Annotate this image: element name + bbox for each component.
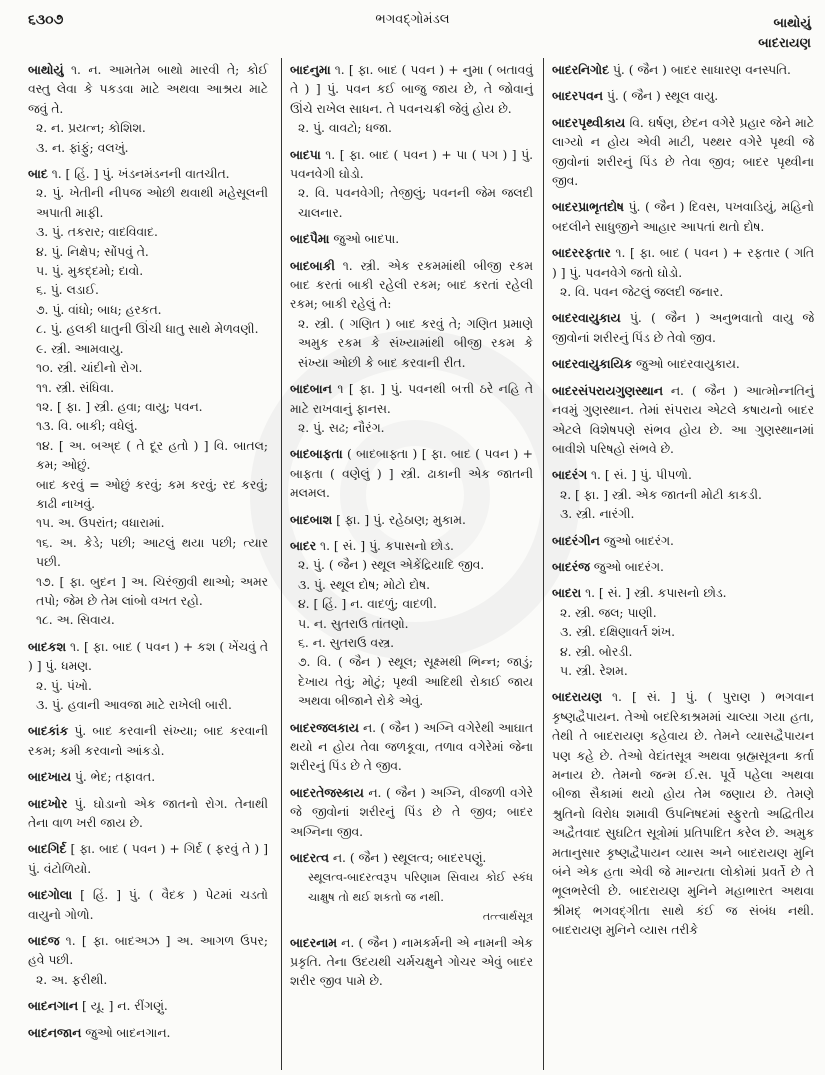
dictionary-entry — [552, 531, 814, 551]
definition-sense: ૧. [ ફા. બાદ ( પવન ) + નુમા ( બતાવવું તે ) ] પું. પવન કઈ બાજુ જાય છે, તે જોવાનું ઊંચે રાખેલ સાધન. તે પવનચક્રી જેવું હોય છે. — [290, 63, 533, 116]
definition-sense: ન. ( જૈન ) આત્મોન્નતિનું નવમું ગુણસ્થાન. તેમાં સંપરાય એટલે કષાયનો બાદર એટલે વિશેષપણે સંભવ હોય છે. આ ગુણસ્થાનમાં બાવીશે પરિષહો સંભવે છે. — [552, 383, 814, 456]
definition-sense: ૧. [ ફા. બાદ ( પવન ) + કશ ( ખેંચવું તે ) ] પું. ધમણ. — [28, 639, 268, 674]
dictionary-entry — [290, 510, 533, 530]
page-number: ૬૩૦૭ — [28, 12, 64, 28]
dictionary-entry — [28, 885, 268, 925]
definition-sense: ન. ( જૈન ) સ્થૂલત્વ; બાદરપણું. — [332, 851, 487, 866]
definition-sense: ૭. વિ. ( જૈન ) સ્થૂલ; સૂક્ષ્મથી ભિન્ન; જાડું; દેખાય તેવું; મોટું; પૃથ્વી આદિથી રોકાઈ જાય અથવા બીજાને રોકે એવું. — [298, 655, 533, 709]
definition-sense: ન. ( જૈન ) નામકર્મની એ નામની એક પ્રકૃતિ. તેના ઉદયથી ચર્મચક્ષુને ગોચર એવું બાદર શરીર જીવ પામે છે. — [290, 935, 533, 989]
definition-sense: ૩. ન. ફાંફું; વલખું. — [36, 140, 129, 155]
column-divider — [281, 58, 282, 1070]
dictionary-entry — [552, 243, 814, 302]
definition-sense: ૮. પું. હલકી ધાતુની ઊંચી ધાતુ સાથે મેળવણી. — [36, 322, 259, 337]
definition-sense: ૧૬. અ. કેડે; પછી; આટલું થયા પછી; ત્યાર પછી. — [36, 535, 268, 570]
dictionary-entry — [552, 557, 814, 577]
headword: બાદરજલકાય — [290, 719, 359, 735]
definition-sense: ૨. પું. ( જૈન ) સ્થૂલ એકેંદ્રિયાદિ જીવ. — [298, 558, 485, 573]
headword: બાદબાશ — [290, 511, 333, 527]
definition-sense: ૩. પું. તકરાર; વાદવિવાદ. — [36, 225, 158, 240]
definition-sense: ૧૪. [ અ. બઅ્દ ( તે દૂર હતો ) ] વિ. બાતલ; કમ; ઓછું. — [36, 438, 268, 473]
dictionary-entry — [290, 60, 533, 139]
headword: બાદરા — [552, 585, 582, 601]
headword: બાદગિર્દ — [28, 841, 67, 857]
definition-sense: ૩. સ્ત્રી. દક્ષિણાવર્ત શંખ. — [560, 625, 675, 640]
definition-sense: બાદ કરવું = ઓછું કરવું; કમ કરવું; રદ કરવું; કાઢી નાખવું. — [36, 477, 268, 511]
column-1 — [28, 60, 268, 1049]
headword: બાદકશ — [28, 638, 66, 654]
definition-sense: [ ફા. ] પું. રહેઠાણ; મુકામ. — [336, 512, 466, 527]
page-header — [0, 0, 825, 50]
definition-sense: ૧. [ ફા. બાદ ( પવન ) + રફતાર ( ગતિ ) ] પું. પવનવેગે જતો ઘોડો. — [552, 246, 814, 280]
headword: બાદ — [28, 166, 48, 182]
definition-sense: ૫. સ્ત્રી. રેશમ. — [560, 663, 628, 678]
definition-sense: ૨. વિ. પવનવેગી; તેજીલું; પવનની જેમ જલદી ચાલનાર. — [298, 186, 533, 220]
definition-sense: પું. ઘોડાનો એક જાતનો રોગ. તેનાથી તેના વાળ ખરી જાય છે. — [28, 796, 268, 831]
definition-sense: ૪. પું. નિક્ષેપ; સોંપવું તે. — [36, 244, 149, 259]
headword: બાદનજાન — [28, 1024, 82, 1040]
headword: બાદખોર — [28, 795, 68, 811]
definition-sense: જુઓ બાદરંગ. — [603, 533, 674, 548]
definition-sense: પું. ( જૈન ) સ્થૂલ વાયુ. — [606, 89, 719, 104]
definition-sense: ૭. પું. વાંધો; બાધ; હરકત. — [36, 302, 162, 317]
definition-sense: ૨. સ્ત્રી. જલ; પાણી. — [560, 605, 657, 620]
definition-sense: ૫. પું. મુકદ્દમો; દાવો. — [36, 264, 144, 279]
definition-sense: ૧. [ ફા. બાદ ( પવન ) + પા ( પગ ) ] પું. પવનવેગી ઘોડો. — [290, 147, 533, 182]
dictionary-entry — [28, 839, 268, 879]
column-divider — [543, 58, 544, 1070]
dictionary-entry — [290, 444, 533, 503]
column-2 — [290, 60, 533, 998]
dictionary-entry — [290, 229, 533, 249]
definition-sense: ૫. ન. સુતરાઉ તાંતણો. — [298, 616, 409, 631]
definition-sense: ૧. [ ફા. બાદઅઝ ] અ. આગળ ઉપર; હવે પછી. — [28, 934, 268, 968]
headword: બાદરરફતાર — [552, 245, 611, 261]
headword: બાદગોલા — [28, 887, 73, 903]
definition-sense: ૧૫. અ. ઉપરાંત; વધારામાં. — [36, 516, 165, 531]
dictionary-entry — [552, 308, 814, 348]
headword: બાદકાંક — [28, 723, 69, 739]
definition-sense: ૨. પું. વાવટો; ધજા. — [298, 121, 392, 136]
definition-sense: ( બાદબાફ્તા ) [ ફા. બાદ ( પવન ) + બાફતા ( વણેલું ) ] સ્ત્રી. ઢાકાની એક જાતની મલમલ. — [290, 447, 533, 501]
definition-sense: ૨. ન. પ્રયત્ન; કોશિશ. — [36, 121, 146, 136]
headword: બાથોયું — [28, 62, 64, 77]
dictionary-entry — [28, 60, 268, 158]
definition-sense: વિ. ઘર્ષણ, છેદન વગેરે પ્રહાર જેને માટે લાગ્યો ન હોય એવી માટી, પથ્થર વગેરે પૃથ્વી જે જીવોનાં શરીરનું પિંડ છે તેવા જીવ; બાદર પૃથ્વીના જીવ. — [552, 115, 814, 189]
definition-sense: જુઓ બાદરંગ. — [593, 559, 664, 574]
definition-sense: ન. ( જૈન ) અગ્નિ, વીજળી વગેરે જે જીવોનાં શરીરનું પિંડ છે તે જીવ; બાદર અગ્નિના જીવ. — [290, 785, 533, 839]
definition-sense: [ ફા. બાદ ( પવન ) + ગિર્દ ( ફરવું તે ) ] પું. વંટોળિયો. — [28, 842, 268, 876]
dictionary-entry — [552, 60, 814, 80]
guide-word-first: બાથોયું — [773, 16, 811, 31]
definition-sense: જુઓ બાદનગાન. — [85, 1025, 171, 1040]
definition-sense: ૨. પું. પંખો. — [36, 678, 92, 693]
definition-sense: ૧ [ ફા. ] પું. પવનથી બત્તી ઠરે નહિ તે માટે રાખવાનું ફાનસ. — [290, 382, 533, 416]
dictionary-entry — [28, 721, 268, 761]
definition-sense: પું. ( જૈન ) દિવસ, પખવાડિયું, મહિનો બદલીને સાધુજીને આહાર આપતાં થતો દોષ. — [552, 200, 814, 234]
dictionary-entry — [290, 718, 533, 777]
dictionary-entry — [28, 931, 268, 990]
definition-sense: ૧. ન. આમતેમ બાથો મારવી તે; કોઈ વસ્તુ લેવા કે પકડવા માટે અથવા આશ્રય માટે જવું તે. — [28, 63, 268, 116]
column-3 — [552, 60, 814, 947]
definition-sense: ૨. પું. ખેતીની નીપજ ઓછી થવાથી મહેસૂલની અપાતી માફી. — [36, 186, 268, 220]
headword: બાદરનામ — [290, 934, 337, 950]
usage-quote: સ્થૂલત્વ-બાદરત્વરૂપ પરિણામ સિવાય કોઈ સ્કંધ ચાક્ષુષ તો થઈ શકતો જ નથી. — [308, 870, 533, 904]
dictionary-entry — [28, 1023, 268, 1043]
definition-sense: જુઓ બાદપા. — [333, 232, 400, 247]
definition-sense: ૬. ન. સુતરાઉ વસ્ત્ર. — [298, 635, 395, 650]
definition-sense: ૯. સ્ત્રી. આમવાયુ. — [36, 341, 124, 356]
dictionary-entry — [290, 848, 533, 927]
headword: બાદરવાયુકાય — [552, 310, 621, 326]
definition-sense: ૧૮. અ. સિવાય. — [36, 613, 115, 628]
headword: બાદરપવન — [552, 88, 603, 104]
dictionary-entry — [290, 933, 533, 992]
dictionary-entry — [552, 381, 814, 460]
headword: બાદપૈમા — [290, 231, 330, 247]
headword: બાદનુમા — [290, 62, 331, 77]
definition-sense: જુઓ બાદરવાયુકાય. — [636, 357, 740, 372]
dictionary-entry — [552, 113, 814, 192]
definition-sense: [ યૂ. ] ન. રીંગણું. — [82, 999, 168, 1014]
headword: બાદનગાન — [28, 998, 79, 1014]
definition-sense: ૧૨. [ ફા. ] સ્ત્રી. હવા; વાયુ; પવન. — [36, 399, 203, 414]
headword: બાદર — [290, 537, 317, 553]
definition-sense: પું. ( જૈન ) અનુભવાતો વાયુ જે જીવોનાં શરીરનું પિંડ છે તેવો જીવ. — [552, 311, 814, 345]
headword: બાદબાકી — [290, 257, 335, 273]
definition-sense: ૬. પું. લડાઈ. — [36, 283, 99, 298]
dictionary-entry — [28, 794, 268, 834]
dictionary-entry — [28, 767, 268, 787]
headword: બાદરપ્રાભૃતદોષ — [552, 199, 624, 215]
definition-sense: ૧. [ સં. ] સ્ત્રી. કપાસનો છોડ. — [585, 586, 727, 601]
definition-sense: ૨. [ ફા. ] સ્ત્રી. એક જાતની મોટી કાકડી. — [560, 487, 762, 502]
headword: બાદરંગ — [552, 467, 588, 483]
definition-sense: ૩. પું. હવાની આવજા માટે રાખેલી બારી. — [36, 698, 232, 712]
definition-sense: ૨. સ્ત્રી. ( ગણિત ) બાદ કરવું તે; ગણિત પ્રમાણે અમુક રકમ કે સંખ્યામાંથી બીજી રકમ કે સંખ્યા ઓછી કે બાદ કરવાની રીત. — [298, 316, 533, 370]
headword: બાદરસંપરાયગુણસ્થાન — [552, 382, 663, 398]
dictionary-entry — [28, 164, 268, 631]
headword: બાદરંગીન — [552, 532, 600, 548]
definition-sense: ૧૭. [ ફા. બુદન ] અ. ચિરંજીવી થાઓ; અમર તપો; જેમ છે તેમ લાંબો વખત રહો. — [36, 574, 268, 608]
definition-sense: ૩. સ્ત્રી. નારંગી. — [560, 507, 635, 522]
headword: બાદરંજ — [552, 558, 590, 574]
definition-sense: ૩. પું. સ્થૂલ દોષ; મોટો દોષ. — [298, 577, 431, 592]
headword: બાદરવાયુકાયિક — [552, 356, 633, 372]
headword: બાદરાયણ — [552, 689, 602, 705]
dictionary-entry — [552, 687, 814, 940]
definition-sense: ૧. [ સં. ] પું. ( પુરાણ ) ભગવાન કૃષ્ણદ્વૈપાયન. તેઓ બદરિકાશ્રમમાં ચાલ્યા ગયા હતા, તેથી તે બાદરાયણ કહેવાય છે. તેમને વ્યાસદ્વૈપાયન પણ કહે છે. તેઓ વેદાંતસૂત્ર અથવા બ્રહ્મસૂત્રના કર્તા મનાય છે. તેમનો જન્મ ઈ.સ. પૂર્વે પહેલા અથવા બીજા સૈકામાં થયો હોય તેમ જણાય છે. તેમણે શ્રુતિનો વિરોધ શમાવી ઉપનિષદમાં સ્ફુરતો અદ્વિતીય અદ્વૈતવાદ સુઘટિત સૂત્રોમાં પ્રતિપાદિત કરેલ છે. અમુક મતાનુસાર કૃષ્ણદ્વૈપાયન વ્યાસ અને બાદરાયણ મુનિ બંને એક હતા એવી જે માન્યતા લોકોમાં પ્રવર્તે છે તે ભૂલભરેલી છે. બાદરાયણ મુનિને મહાભારત અથવા શ્રીમદ્ ભગવદ્‌ગીતા સાથે કંઈ જ સંબંધ નથી. બાદરાયણ મુનિને વ્યાસ તરીકે — [552, 690, 814, 938]
dictionary-entry — [552, 583, 814, 681]
dictionary-entry — [552, 465, 814, 524]
dictionary-entry — [28, 637, 268, 716]
dictionary-entry — [290, 783, 533, 842]
definition-sense: ન. ( જૈન ) અગ્નિ વગેરેથી આઘાત થયો ન હોય તેવા જળકૂવા, તળાવ વગેરેમાં જેના શરીરનું પિંડ છે તે જીવ. — [290, 720, 533, 774]
headword: બાદખાય — [28, 769, 71, 785]
dictionary-entry — [552, 354, 814, 374]
definition-sense: ૧. સ્ત્રી. એક રકમમાંથી બીજી રકમ બાદ કરતાં બાકી રહેલી રકમ; બાદ કરતાં રહેલી રકમ; બાકી રહેલું તે: — [290, 258, 533, 312]
guide-words — [758, 14, 811, 54]
headword: બાદપા — [290, 146, 321, 162]
headword: બાદબાન — [290, 381, 332, 397]
definition-sense: ૧. [ સં. ] પું. પીપળો. — [591, 468, 692, 483]
definition-sense: ૨. પું. સઢ; નૌરંગ. — [298, 420, 385, 435]
definition-sense: પું. ( જૈન ) બાદર સાધારણ વનસ્પતિ. — [612, 63, 791, 77]
dictionary-entry — [28, 996, 268, 1016]
definition-sense: ૧૩. વિ. બાકી; વધેલું. — [36, 419, 138, 434]
guide-word-last: બાદરાયણ — [758, 36, 811, 51]
headword: બાદરપૃથ્વીકાય — [552, 114, 626, 130]
definition-sense: ૪. [ હિં. ] ન. વાદળું; વાદળી. — [298, 597, 437, 612]
headword: બાદબાફતા — [290, 446, 343, 462]
definition-sense: ૧૦. સ્ત્રી. ચાંદીનો રોગ. — [36, 361, 143, 376]
definition-sense: પું. ભેદ; તફાવત. — [74, 770, 156, 785]
definition-sense: પું. બાદ કરવાની સંખ્યા; બાદ કરવાની રકમ; કમી કરવાનો આંકડો. — [28, 724, 268, 758]
definition-sense: ૧. [ હિં. ] પું. ખંડનમંડનની વાતચીત. — [51, 167, 230, 182]
running-title: ભગવદ્‌ગોમંડલ — [375, 12, 450, 27]
definition-sense: ૨. વિ. પવન જેટલું જલદી જનાર. — [560, 285, 724, 300]
dictionary-entry — [290, 145, 533, 224]
headword: બાદરતેજસ્કાય — [290, 784, 364, 800]
headword: બાદજ — [28, 933, 60, 949]
definition-sense: ૧૧. સ્ત્રી. સંધિવા. — [36, 380, 115, 395]
quote-citation: તત્ત્વાર્થસૂત્ર — [482, 910, 533, 924]
definition-sense: ૨. અ. ફરીથી. — [36, 972, 108, 987]
dictionary-entry — [552, 86, 814, 106]
dictionary-entry — [290, 379, 533, 438]
dictionary-entry — [552, 197, 814, 237]
definition-sense: [ હિં. ] પું. ( વૈદક ) પેટમાં ચડતો વાયુનો ગોળો. — [28, 888, 268, 922]
headword: બાદરનિગોદ — [552, 62, 609, 77]
dictionary-entry — [290, 256, 533, 373]
dictionary-entry — [290, 536, 533, 712]
headword: બાદરત્વ — [290, 850, 329, 866]
definition-sense: ૧. [ સં. ] પું. કપાસનો છોડ. — [320, 538, 454, 553]
definition-sense: ૪. સ્ત્રી. બોરડી. — [560, 644, 633, 659]
